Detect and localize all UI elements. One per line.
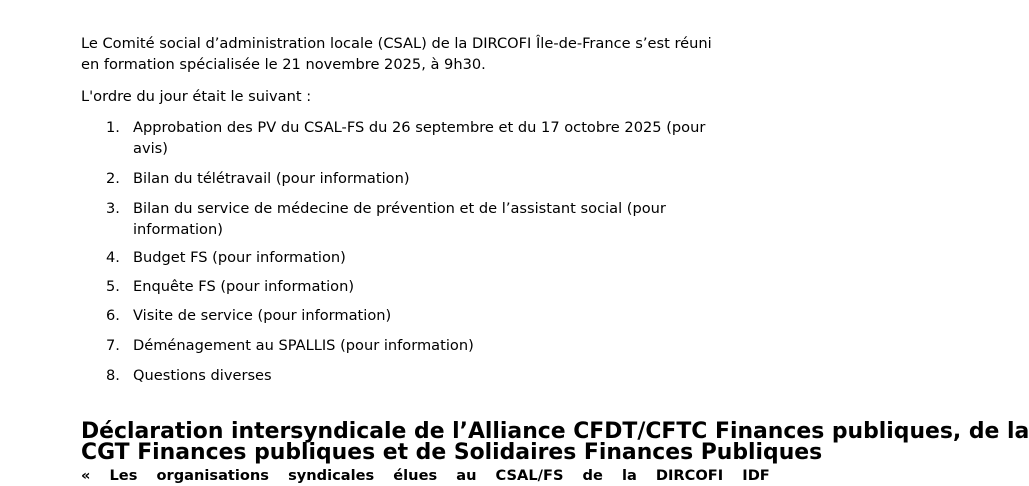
- agenda-item-number: 4.: [106, 249, 120, 266]
- declaration-opening: « Les organisations syndicales élues au CSAL/FS de la DIRCOFI IDF: [81, 467, 770, 484]
- agenda-item-text: [133, 168, 773, 189]
- agenda-item-text: [133, 335, 773, 356]
- agenda-item-line: Bilan du service de médecine de prévention et de l’assistant social (pour: [133, 200, 666, 217]
- agenda-item-text: [133, 247, 773, 268]
- agenda-item-number: 7.: [106, 337, 120, 354]
- agenda-item-number: 2.: [106, 170, 120, 187]
- agenda-item-number: 5.: [106, 278, 120, 295]
- agenda-item-text: [133, 365, 773, 386]
- agenda-item-text: [133, 305, 773, 326]
- agenda-item-line: Budget FS (pour information): [133, 249, 346, 266]
- declaration-title: [81, 419, 1029, 465]
- intro-line: Le Comité social d’administration locale (CSAL) de la DIRCOFI Île-de-France s’est réuni: [81, 35, 712, 52]
- declaration-title-line: Déclaration intersyndicale de l’Alliance CFDT/CFTC Finances publiques, de la: [81, 419, 1029, 444]
- agenda-item-number: 8.: [106, 367, 120, 384]
- agenda-item-line: Enquête FS (pour information): [133, 278, 355, 295]
- agenda-item-number: 6.: [106, 307, 120, 324]
- agenda-item-text: [133, 117, 773, 159]
- agenda-item-text: [133, 198, 773, 240]
- agenda-item-line: information): [133, 221, 223, 238]
- agenda-item-line: Questions diverses: [133, 367, 272, 384]
- agenda-item-number: 3.: [106, 200, 120, 217]
- intro-paragraph: [81, 33, 771, 75]
- declaration-title-line: CGT Finances publiques et de Solidaires Finances Publiques: [81, 440, 823, 465]
- intro-line: en formation spécialisée le 21 novembre 2025, à 9h30.: [81, 56, 486, 73]
- agenda-item-line: avis): [133, 140, 168, 157]
- agenda-item-text: [133, 276, 773, 297]
- agenda-label: L'ordre du jour était le suivant :: [81, 88, 312, 105]
- agenda-item-line: Approbation des PV du CSAL-FS du 26 septembre et du 17 octobre 2025 (pour: [133, 119, 706, 136]
- agenda-item-number: 1.: [106, 119, 120, 136]
- agenda-item-line: Déménagement au SPALLIS (pour information): [133, 337, 474, 354]
- agenda-item-line: Visite de service (pour information): [133, 307, 392, 324]
- agenda-item-line: Bilan du télétravail (pour information): [133, 170, 410, 187]
